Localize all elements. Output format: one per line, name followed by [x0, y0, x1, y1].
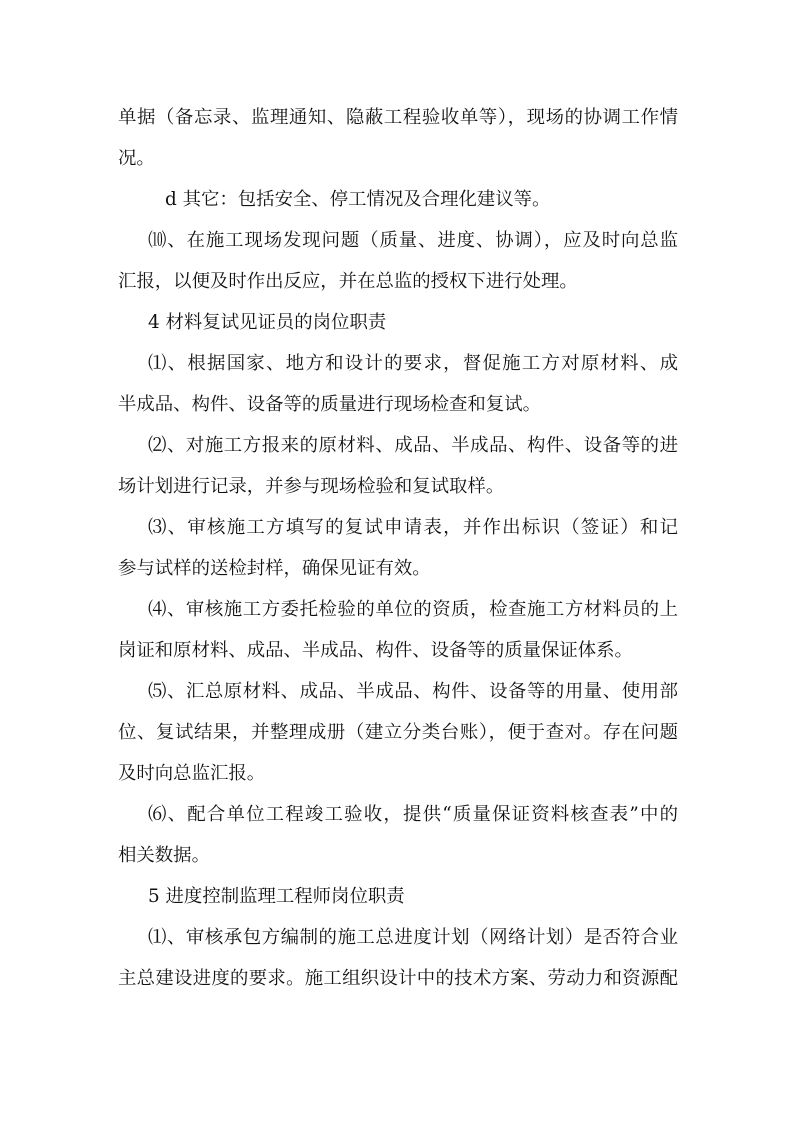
- text-line: ⑵、对施工方报来的原材料、成品、半成品、构件、设备等的进: [148, 435, 678, 456]
- text-line: 岗证和原材料、成品、半成品、构件、设备等的质量保证体系。: [118, 640, 633, 661]
- document-page: [118, 97, 678, 999]
- text-line: ⑸、汇总原材料、成品、半成品、构件、设备等的用量、使用部: [148, 681, 678, 702]
- text-line: 况。: [118, 148, 155, 169]
- text-line: 5 进度控制监理工程师岗位职责: [148, 886, 405, 907]
- text-line: ⑶、审核施工方填写的复试申请表，并作出标识（签证）和记: [148, 517, 678, 538]
- text-line: ⑽、在施工现场发现问题（质量、进度、协调），应及时向总监: [148, 230, 678, 251]
- text-line: ⑴、审核承包方编制的施工总进度计划（网络计划）是否符合业: [148, 927, 678, 948]
- text-line: d 其它：包括安全、停工情况及合理化建议等。: [165, 189, 551, 210]
- text-line: 主总建设进度的要求。施工组织设计中的技术方案、劳动力和资源配: [118, 968, 678, 989]
- text-line: ⑷、审核施工方委托检验的单位的资质，检查施工方材料员的上: [148, 599, 678, 620]
- text-line: 汇报，以便及时作出反应，并在总监的授权下进行处理。: [118, 271, 578, 292]
- text-line: 半成品、构件、设备等的质量进行现场检查和复试。: [118, 394, 541, 415]
- text-line: 4 材料复试见证员的岗位职责: [148, 312, 387, 333]
- text-line: 及时向总监汇报。: [118, 763, 266, 784]
- text-line: ⑹、配合单位工程竣工验收，提供“质量保证资料核查表”中的: [148, 804, 678, 825]
- text-line: 场计划进行记录，并参与现场检验和复试取样。: [118, 476, 505, 497]
- text-line: 位、复试结果，并整理成册（建立分类台账），便于查对。存在问题: [118, 722, 678, 743]
- text-line: 相关数据。: [118, 845, 210, 866]
- text-line: 参与试样的送检封样，确保见证有效。: [118, 558, 431, 579]
- text-line: 单据（备忘录、监理通知、隐蔽工程验收单等），现场的协调工作情: [118, 107, 678, 128]
- text-line: ⑴、根据国家、地方和设计的要求，督促施工方对原材料、成: [148, 353, 678, 374]
